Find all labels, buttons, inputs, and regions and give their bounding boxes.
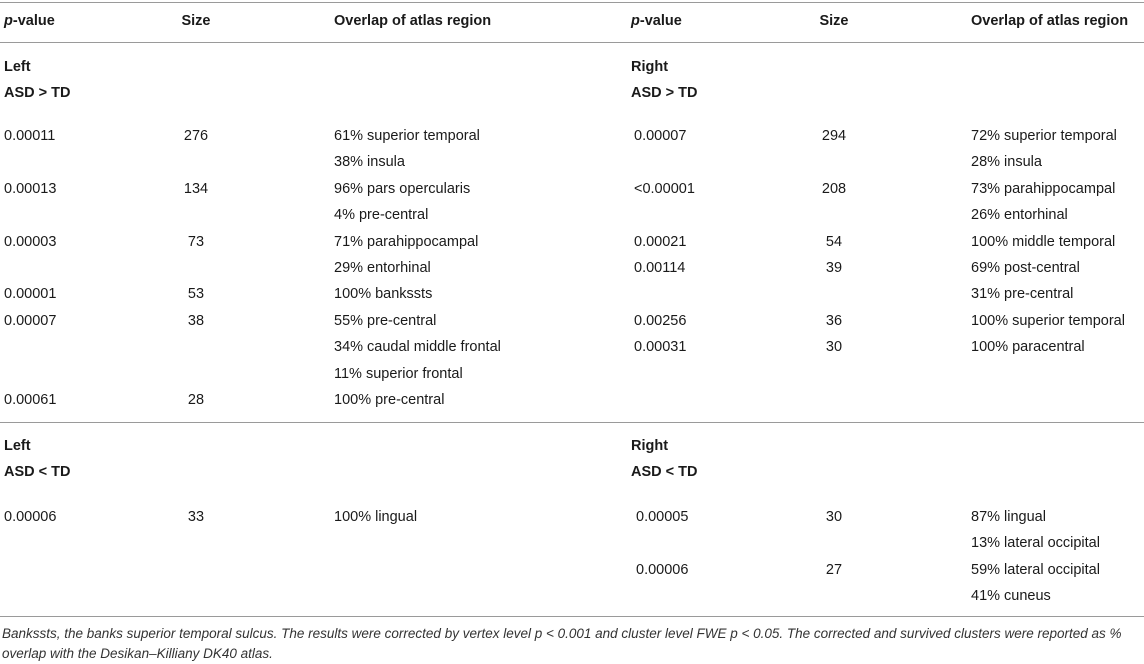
- header-right-pvalue: p-value: [631, 13, 682, 29]
- cell-overlap: 59% lateral occipital: [971, 561, 1100, 578]
- cell-overlap: 71% parahippocampal: [334, 233, 479, 250]
- cell-size: 208: [821, 180, 847, 197]
- cell-size: 30: [825, 339, 843, 356]
- cell-overlap: 38% insula: [334, 154, 405, 171]
- cell-overlap: 100% superior temporal: [971, 312, 1125, 329]
- section1-right-label: Right: [631, 59, 669, 75]
- cell-overlap: 41% cuneus: [971, 588, 1051, 605]
- header-right-size: Size: [819, 13, 849, 29]
- cell-pvalue: 0.00007: [634, 128, 687, 144]
- header-rule: [0, 42, 1144, 43]
- table-bottom-rule: [0, 616, 1144, 617]
- section1-left-label: Left: [4, 59, 31, 75]
- cell-pvalue: 0.00006: [636, 561, 689, 578]
- section2-left-contrast: ASD < TD: [4, 464, 71, 480]
- cell-overlap: 100% pre-central: [334, 392, 445, 408]
- cell-overlap: 55% pre-central: [334, 312, 437, 329]
- section1-right-contrast: ASD > TD: [631, 85, 698, 101]
- cell-overlap: 87% lingual: [971, 509, 1046, 525]
- cell-size: 30: [825, 509, 843, 525]
- cell-overlap: 61% superior temporal: [334, 128, 480, 144]
- section2-right-label: Right: [631, 438, 669, 454]
- cell-pvalue: 0.00011: [4, 128, 56, 144]
- cell-overlap: 34% caudal middle frontal: [334, 339, 501, 356]
- cell-pvalue: 0.00006: [4, 509, 57, 525]
- section2-left-label: Left: [4, 438, 31, 454]
- header-right-overlap: Overlap of atlas region: [971, 13, 1129, 29]
- cell-overlap: 96% pars opercularis: [334, 180, 471, 197]
- cell-overlap: 28% insula: [971, 154, 1042, 171]
- cell-overlap: 100% lingual: [334, 509, 418, 525]
- cell-size: 294: [821, 128, 847, 144]
- cell-overlap: 100% paracentral: [971, 339, 1085, 356]
- cell-overlap: 4% pre-central: [334, 207, 429, 224]
- table-footnote: Bankssts, the banks superior temporal sulcus. The results were corrected by vertex level p < 0.001 and cluster level FWE p < 0.05. The corrected and survived clusters were reported as % overlap with the Desikan–Killiany DK40 atlas.: [2, 626, 1122, 661]
- cell-overlap: 31% pre-central: [971, 286, 1074, 303]
- cell-pvalue: 0.00061: [4, 392, 57, 408]
- cell-size: 54: [825, 233, 843, 250]
- cell-overlap: 73% parahippocampal: [971, 180, 1116, 197]
- header-left-size: Size: [181, 13, 211, 29]
- cell-overlap: 26% entorhinal: [971, 207, 1068, 224]
- cell-pvalue: 0.00005: [636, 509, 689, 525]
- section1-left-contrast: ASD > TD: [4, 85, 71, 101]
- cell-size: 36: [825, 312, 843, 329]
- cell-overlap: 72% superior temporal: [971, 128, 1117, 144]
- cell-size: 38: [187, 312, 205, 329]
- cell-pvalue: 0.00001: [4, 286, 57, 303]
- cell-size: 53: [187, 286, 205, 303]
- cell-size: 134: [183, 180, 209, 197]
- cell-pvalue: <0.00001: [634, 180, 695, 197]
- cell-pvalue: 0.00114: [634, 260, 686, 276]
- cell-overlap: 69% post-central: [971, 260, 1080, 276]
- header-left-pvalue: p-value: [4, 13, 55, 29]
- section2-right-contrast: ASD < TD: [631, 464, 698, 480]
- cell-overlap: 100% middle temporal: [971, 233, 1116, 250]
- cell-overlap: 100% bankssts: [334, 286, 433, 303]
- section-rule: [0, 422, 1144, 423]
- cell-overlap: 29% entorhinal: [334, 260, 431, 276]
- cell-pvalue: 0.00256: [634, 312, 687, 329]
- cell-size: 276: [183, 128, 209, 144]
- header-left-overlap: Overlap of atlas region: [334, 13, 492, 29]
- cell-overlap: 11% superior frontal: [334, 365, 463, 382]
- table-top-rule: [0, 2, 1144, 3]
- cell-pvalue: 0.00003: [4, 233, 57, 250]
- cell-size: 73: [187, 233, 205, 250]
- cell-pvalue: 0.00021: [634, 233, 687, 250]
- cell-overlap: 13% lateral occipital: [971, 535, 1100, 552]
- cell-pvalue: 0.00031: [634, 339, 687, 356]
- cell-size: 28: [187, 392, 205, 408]
- cell-size: 33: [187, 509, 205, 525]
- cell-size: 39: [825, 260, 843, 276]
- cell-pvalue: 0.00013: [4, 180, 57, 197]
- cell-pvalue: 0.00007: [4, 312, 57, 329]
- cell-size: 27: [825, 561, 843, 578]
